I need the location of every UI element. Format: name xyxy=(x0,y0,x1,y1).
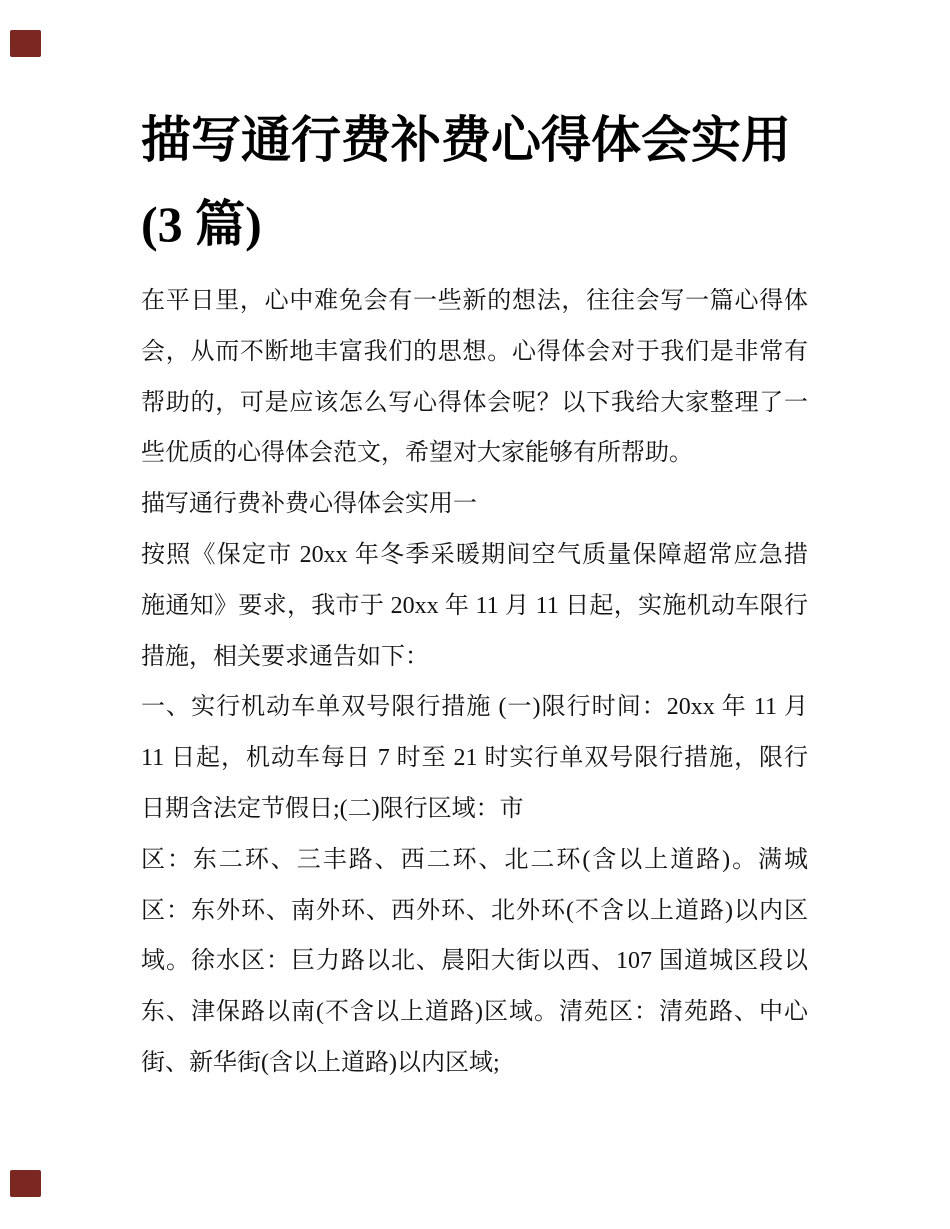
body-line: 施通知》要求，我市于 20xx 年 11 月 11 日起，实施机动车限行 xyxy=(141,592,808,619)
body-line: 帮助的，可是应该怎么写心得体会呢？以下我给大家整理了一 xyxy=(141,389,808,416)
document-title xyxy=(141,98,808,266)
document-content xyxy=(141,0,808,1089)
body-line: 会，从而不断地丰富我们的思想。心得体会对于我们是非常有 xyxy=(141,338,808,365)
red-corner-mark-bottom xyxy=(10,1170,41,1197)
paragraph-intro xyxy=(141,276,808,479)
body-line: 在平日里，心中难免会有一些新的想法，往往会写一篇心得体 xyxy=(141,288,808,314)
paragraph-notice xyxy=(141,530,808,682)
body-line: 措施，相关要求通告如下： xyxy=(141,643,429,670)
body-line: 些优质的心得体会范文，希望对大家能够有所帮助。 xyxy=(141,440,693,467)
document-title-line-1: 描写通行费补费心得体会实用 xyxy=(141,112,791,168)
body-line: 街、新华街(含以上道路)以内区域; xyxy=(141,1049,500,1076)
body-line: 日期含法定节假日;(二)限行区域：市 xyxy=(141,795,524,822)
document-body xyxy=(141,276,808,1089)
document-title-line-2: (3 篇) xyxy=(141,196,262,252)
body-line: 区：东二环、三丰路、西二环、北二环(含以上道路)。满城 xyxy=(141,846,808,873)
red-corner-mark-top xyxy=(10,30,41,57)
paragraph-restriction-areas xyxy=(141,835,808,1089)
body-line: 区：东外环、南外环、西外环、北外环(不含以上道路)以内区 xyxy=(141,897,808,924)
paragraph-restriction-measures xyxy=(141,682,808,834)
body-line: 按照《保定市 20xx 年冬季采暖期间空气质量保障超常应急措 xyxy=(141,541,808,568)
body-line: 域。徐水区：巨力路以北、晨阳大街以西、107 国道城区段以 xyxy=(141,948,808,975)
body-line: 11 日起，机动车每日 7 时至 21 时实行单双号限行措施，限行 xyxy=(141,745,808,772)
paragraph-section-heading xyxy=(141,479,808,530)
body-line: 一、实行机动车单双号限行措施 (一)限行时间：20xx 年 11 月 xyxy=(141,694,808,721)
body-line: 东、津保路以南(不含以上道路)区域。清苑区：清苑路、中心 xyxy=(141,999,808,1026)
body-line: 描写通行费补费心得体会实用一 xyxy=(141,491,477,518)
